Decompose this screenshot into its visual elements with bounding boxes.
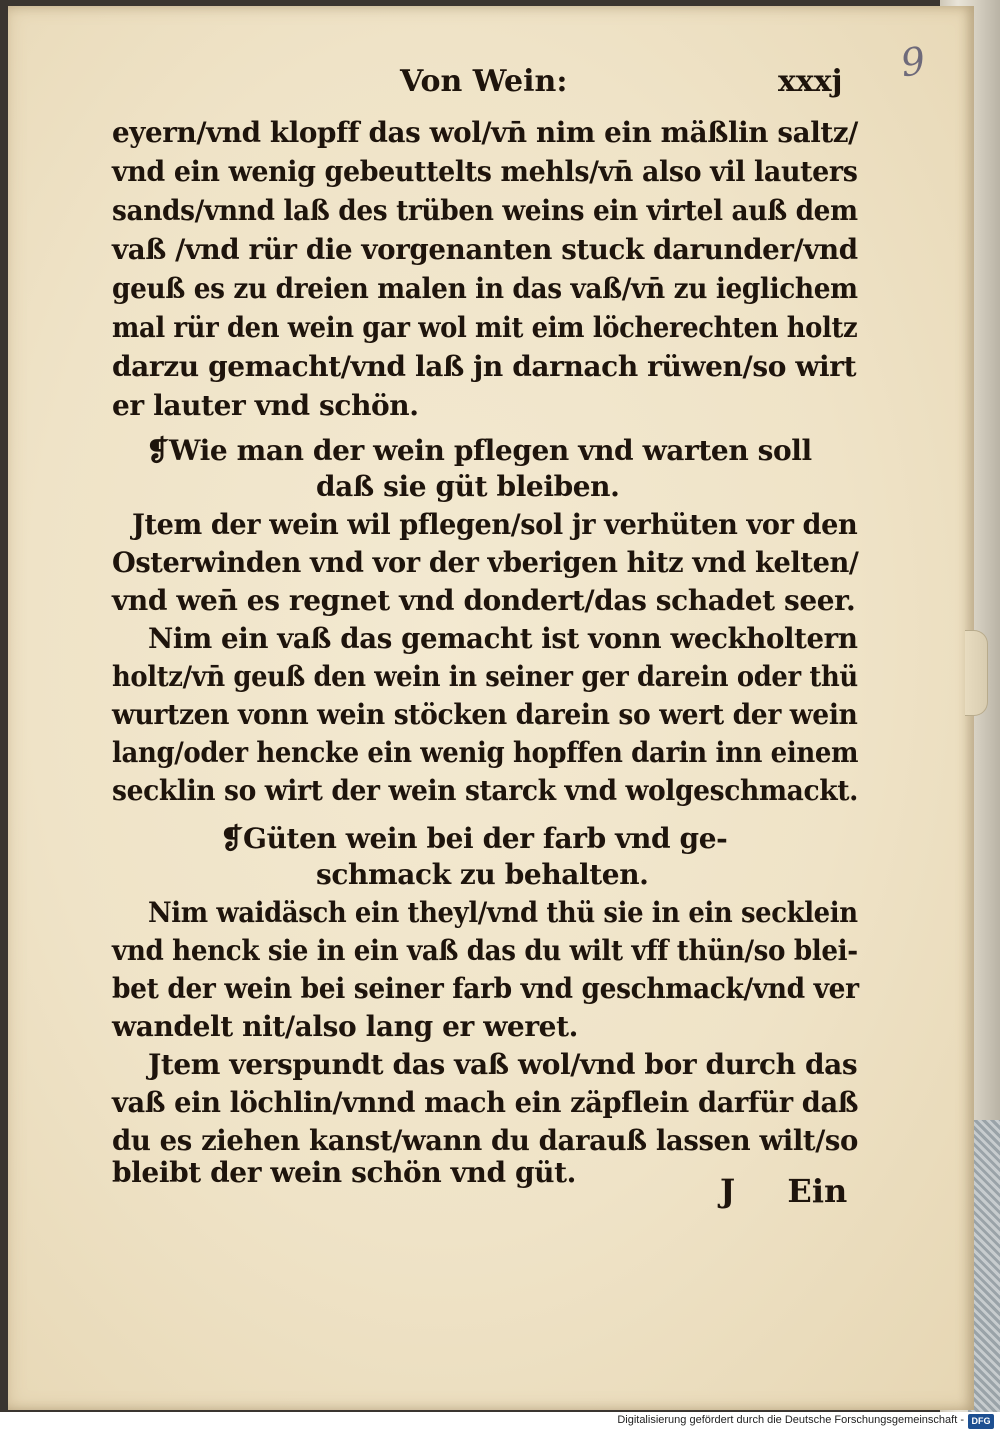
section-heading: ❡Wie man der wein pflegen vnd warten soll (146, 434, 812, 467)
text-line: secklin so wirt der wein starck vnd wolgeschmackt. (112, 774, 859, 807)
text-line: wurtzen vonn wein stöcken darein so wert der wein (112, 698, 858, 731)
section-heading: schmack zu behalten. (316, 858, 649, 891)
text-line: vaß ein löchlin/vnnd mach ein zäpflein darfür daß (112, 1086, 859, 1119)
catchword (720, 1172, 847, 1210)
page-text (8, 6, 974, 1410)
text-line: Osterwinden vnd vor der vberigen hitz vnd kelten/ (112, 546, 859, 579)
text-line: vaß /vnd rür die vorgenanten stuck darunder/vnd (112, 233, 858, 266)
text-line: lang/oder hencke ein wenig hopffen darin inn einem (112, 736, 859, 769)
handwritten-folio: 9 (898, 38, 929, 86)
text-line: sands/vnnd laß des trüben weins ein virtel auß dem (112, 194, 858, 227)
section-heading: daß sie güt bleiben. (316, 470, 620, 503)
text-line: Jtem der wein wil pflegen/sol jr verhüten vor den (132, 508, 858, 541)
text-line: Jtem verspundt das vaß wol/vnd bor durch das (148, 1048, 858, 1081)
page-tab-edge (965, 630, 988, 716)
text-line: Nim waidäsch ein theyl/vnd thü sie in ein secklein (148, 896, 858, 929)
section-heading: ❡Güten wein bei der farb vnd ge- (220, 822, 728, 855)
text-line: darzu gemacht/vnd laß jn darnach rüwen/so wirt (112, 350, 857, 383)
text-line: er lauter vnd schön. (112, 389, 419, 422)
text-line: vnd wen̄ es regnet vnd dondert/das schadet seer. (112, 584, 856, 617)
text-line: wandelt nit/also lang er weret. (112, 1010, 578, 1043)
text-line: holtz/vn̄ geuß den wein in seiner ger darein oder thü (112, 660, 858, 693)
footer-bar (0, 1412, 1000, 1432)
text-line: geuß es zu dreien malen in das vaß/vn̄ zu ieglichem (112, 272, 858, 305)
signature-mark: J (720, 1172, 736, 1210)
text-line: bet der wein bei seiner farb vnd geschmack/vnd ver (112, 972, 859, 1005)
text-line: du es ziehen kanst/wann du darauß lassen wilt/so (112, 1124, 858, 1157)
footer-credit: Digitalisierung gefördert durch die Deutsche Forschungsgemeinschaft - (617, 1414, 964, 1426)
catchword-text: Ein (787, 1172, 848, 1210)
text-line: mal rür den wein gar wol mit eim löcherechten holtz (112, 311, 858, 344)
text-line: Nim ein vaß das gemacht ist vonn weckholtern (148, 622, 858, 655)
text-line: eyern/vnd klopff das wol/vn̄ nim ein mäßlin saltz/ (112, 116, 858, 149)
book-page (8, 6, 974, 1410)
running-header: Von Wein: (400, 64, 568, 99)
text-line: vnd ein wenig gebeuttelts mehls/vn̄ also vil lauters (112, 155, 858, 188)
text-line: vnd henck sie in ein vaß das du wilt vff thün/so blei- (112, 934, 858, 967)
text-line: bleibt der wein schön vnd güt. (112, 1156, 577, 1189)
dfg-logo-icon: DFG (968, 1414, 994, 1429)
folio-number: xxxj (778, 64, 843, 99)
